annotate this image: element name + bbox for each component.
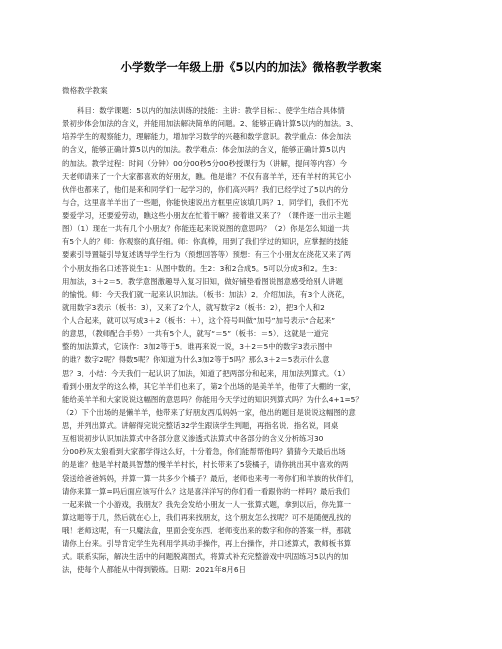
- body-text-line: 思，并列出算式。讲解得完说完整话32学生跟读学生判题，再指名说．指名说，同桌: [62, 421, 339, 430]
- body-text-line: 袋送给爸爸妈妈，并算一算一共多少个橘子？最后，老师也来考一考你们和羊族的伙伴们，: [62, 473, 359, 483]
- body-text-line: 有5个人的？师：你观察的真仔细。师：你真棒，用到了我们学过的知识，应掌握的技能: [62, 237, 349, 247]
- body-text-line: 的意思，（教师配合手势）一共有5个人，就写“＝5”（板书：＝5）．这就是一道完: [62, 329, 329, 339]
- body-text-line: 能给美羊羊和大家说说这幅图的意思吗？你能用今天学过的知识列算式吗？为什么4+1=5？: [62, 394, 363, 404]
- body-text-line: 景初步体会加法的含义，并能用加法解决简单的问题。2、能够正确计算5以内的加法。3、: [62, 119, 358, 129]
- body-text-line: （2）下个出场的是懒羊羊，他带来了好朋友西瓜妈妈一家，他出的题目是说说这幅图的意: [62, 407, 356, 417]
- body-text-line: 个人合起来，就可以写成3＋2（板书：＋），这个符号叫做“加号”加号表示“合起来”: [62, 316, 336, 325]
- body-text-line: 思？3．小结：今天我们一起认识了加法，知道了把两部分和起来，用加法列算式。（1）: [62, 368, 350, 378]
- body-text-line: 的谁？数字2呢？得数5呢？你知道为什么3加2等于5吗？那么3＋2＝5表示什么意: [62, 355, 330, 365]
- body-text-line: 就用数字3表示（板书：3），又来了2个人，就写数字2（板书：2），把3个人和2: [62, 302, 325, 312]
- body-text-line: 法，使每个人都能从中得到锻炼。日期：2021年8月6日: [62, 565, 246, 575]
- body-text-line: 互相说初步认识加法算式中各部分意义渗透式法算式中各部分的含义分析练习30: [62, 434, 324, 444]
- body-text-line: 与合，这里喜羊羊出了一些题，你能快速说出方框里应该填几吗？1．同学们，我们不光: [62, 197, 349, 207]
- body-text-line: 式。联系实际，解决生活中的问题脱离图式，将算式补充完整游戏中巩固练习5以内的加: [62, 552, 349, 562]
- body-text-line: 算这题等于几，然后就在心上，我们再来找朋友，这个朋友怎么找呢？可不是随便乱找的: [62, 512, 352, 522]
- document-title: 小学数学一年级上册《5以内的加法》微格教学教案: [120, 60, 382, 74]
- body-text-line: 个小朋友指名口述答说生1：从图中数的。生2：3和2合成5。5可以分成3和2。生3：: [62, 263, 342, 273]
- body-text-line: 哦！老师这呢，有一只魔法盒，里面会变东西．老师变出来的数字和你的答案一样，那就: [62, 526, 352, 535]
- body-text-line: 要爱学习，还要爱劳动，瞧这些小朋友在忙着干嘛？接着谁又来了？（课件逐一出示主题: [62, 211, 352, 220]
- body-text-line: 请你上台来。引导肯定学生先利用学具动手操作，再上台操作，并口述算式，教师板书算: [62, 539, 352, 549]
- body-text-line: 分00秒灰太狼看到大家都学得这么好，十分着急，你们能帮帮他吗？猜猜今天最后出场: [62, 447, 346, 457]
- body-text-line: 伙伴也都来了，他们是来和同学们一起学习的，你们高兴吗？我们已经学过了5以内的分: [62, 184, 349, 194]
- body-text-line: 天老师请来了一个大家都喜欢的好朋友，瞧。他是谁？不仅有喜羊羊，还有羊村的其它小: [62, 171, 352, 181]
- body-text-line: 要素引导置疑引导复述诱导学生行为（预想回答等）预想：有三个小朋友在浇花又来了两: [62, 250, 352, 260]
- body-text-line: 用加法，3＋2＝5．教学意图激趣导入复习旧知，做好铺垫看图说图意感受给别人讲题: [62, 276, 343, 286]
- document-body: [62, 104, 442, 577]
- body-text-line: 科目：数学课题：5以内的加法训练的技能：主讲：教学目标：、使学生结合具体情: [77, 106, 345, 115]
- body-text-line: 请你来算一算=吗后面应该写什么？这是喜洋洋写的你们看一看跟你的一样吗？最后我们: [62, 486, 350, 496]
- body-text-line: 培养学生的观察能力，理解能力，增加学习数学的兴趣和数学意识。教学重点：体会加法: [62, 132, 352, 142]
- body-text-line: 看到小朋友学的这么棒，其它羊羊们也来了，第2个出场的是美羊羊，他带了大棚的一家，: [62, 381, 356, 391]
- body-text-line: 整的加法算式，它读作：3加2等于5．谁再来说一说，3＋2＝5中的数字3表示图中: [62, 342, 333, 352]
- body-text-line: 一起来做一个小游戏，我朋友？我先会发给小朋友一人一张算式题，拿到以后，你先算一: [62, 499, 352, 509]
- document-subtitle: 微格教学教案: [62, 86, 108, 95]
- body-text-line: 的愉悦。师：今天我们就一起来认识加法。（板书：加法）2．介绍加法，有3个人浇花，: [62, 289, 350, 299]
- body-text-line: 的加法。教学过程：时间（分钟）00分00秒5分00秒授课行为（讲解，提问等内容）今: [62, 158, 348, 168]
- body-text-line: 的是谁？他是羊村最具智慧的慢羊羊村长，村长带来了5袋橘子，请你挑出其中喜欢的两: [62, 460, 349, 470]
- body-text-line: 的含义，能够正确计算5以内的加法。教学难点：体会加法的含义，能够正确计算5以内: [62, 145, 346, 155]
- body-text-line: 图）（1）现在一共有几个小朋友？你能连起来说说图的意思吗？（2）你是怎么知道一共: [62, 224, 350, 234]
